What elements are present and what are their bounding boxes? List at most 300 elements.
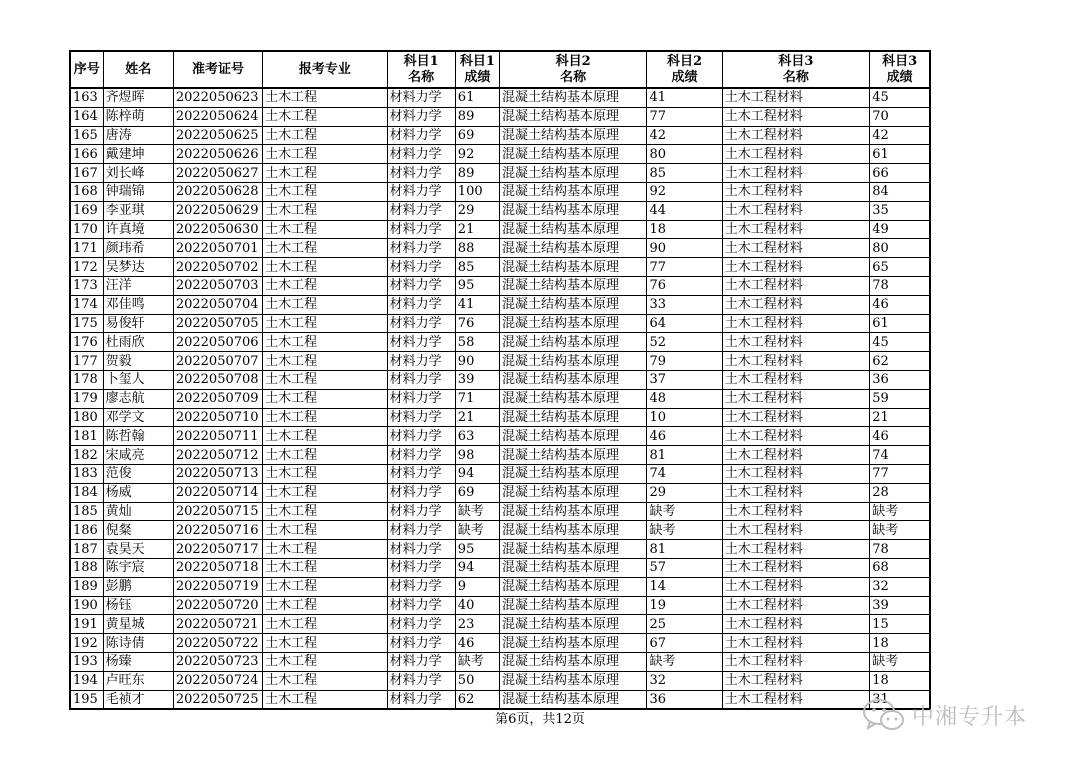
- cell-exam-id: 2022050709: [173, 389, 262, 408]
- cell-major: 土木工程: [263, 295, 387, 314]
- cell-subject2-name: 混凝土结构基本原理: [499, 615, 647, 634]
- cell-subject3-score: 62: [870, 352, 930, 371]
- cell-subject1-name: 材料力学: [387, 558, 455, 577]
- cell-subject2-score: 18: [647, 220, 722, 239]
- cell-major: 土木工程: [263, 671, 387, 690]
- cell-seq: 186: [70, 521, 103, 540]
- cell-subject1-score: 46: [455, 634, 499, 653]
- cell-name: 范俊: [103, 464, 173, 483]
- cell-subject1-score: 94: [455, 464, 499, 483]
- cell-subject3-name: 土木工程材料: [722, 577, 870, 596]
- cell-subject1-name: 材料力学: [387, 201, 455, 220]
- cell-subject2-name: 混凝土结构基本原理: [499, 596, 647, 615]
- cell-subject1-score: 缺考: [455, 502, 499, 521]
- cell-major: 土木工程: [263, 182, 387, 201]
- cell-subject3-name: 土木工程材料: [722, 483, 870, 502]
- cell-exam-id: 2022050723: [173, 652, 262, 671]
- cell-exam-id: 2022050717: [173, 540, 262, 559]
- cell-subject3-score: 45: [870, 333, 930, 352]
- cell-subject2-score: 缺考: [647, 521, 722, 540]
- cell-name: 李亚琪: [103, 201, 173, 220]
- cell-seq: 172: [70, 258, 103, 277]
- cell-exam-id: 2022050712: [173, 446, 262, 465]
- table-row: [70, 145, 930, 164]
- cell-subject3-name: 土木工程材料: [722, 427, 870, 446]
- cell-subject2-name: 混凝土结构基本原理: [499, 502, 647, 521]
- cell-subject1-score: 62: [455, 690, 499, 709]
- cell-exam-id: 2022050630: [173, 220, 262, 239]
- cell-subject3-score: 42: [870, 126, 930, 145]
- wechat-icon: [862, 698, 906, 732]
- cell-name: 许真境: [103, 220, 173, 239]
- cell-subject3-name: 土木工程材料: [722, 295, 870, 314]
- cell-exam-id: 2022050721: [173, 615, 262, 634]
- cell-seq: 170: [70, 220, 103, 239]
- col-header-subject2-name: 科目2 名称: [499, 51, 647, 88]
- cell-major: 土木工程: [263, 145, 387, 164]
- cell-subject2-score: 77: [647, 258, 722, 277]
- cell-subject1-name: 材料力学: [387, 427, 455, 446]
- cell-subject2-score: 81: [647, 540, 722, 559]
- cell-subject1-score: 94: [455, 558, 499, 577]
- cell-subject3-score: 45: [870, 88, 930, 107]
- cell-subject1-score: 90: [455, 352, 499, 371]
- cell-name: 唐涛: [103, 126, 173, 145]
- cell-subject2-name: 混凝土结构基本原理: [499, 558, 647, 577]
- table-row: [70, 652, 930, 671]
- cell-major: 土木工程: [263, 220, 387, 239]
- cell-subject2-name: 混凝土结构基本原理: [499, 276, 647, 295]
- cell-subject3-name: 土木工程材料: [722, 107, 870, 126]
- cell-subject1-score: 100: [455, 182, 499, 201]
- cell-name: 廖志航: [103, 389, 173, 408]
- cell-subject2-name: 混凝土结构基本原理: [499, 671, 647, 690]
- cell-major: 土木工程: [263, 107, 387, 126]
- col-header-name: 姓名: [103, 51, 173, 88]
- cell-subject2-score: 25: [647, 615, 722, 634]
- table-row: [70, 521, 930, 540]
- cell-subject1-name: 材料力学: [387, 352, 455, 371]
- cell-subject3-score: 61: [870, 145, 930, 164]
- cell-name: 陈宇宸: [103, 558, 173, 577]
- cell-subject3-score: 缺考: [870, 502, 930, 521]
- table-row: [70, 408, 930, 427]
- cell-subject1-score: 29: [455, 201, 499, 220]
- cell-subject2-name: 混凝土结构基本原理: [499, 258, 647, 277]
- cell-seq: 182: [70, 446, 103, 465]
- cell-major: 土木工程: [263, 201, 387, 220]
- cell-subject1-score: 88: [455, 239, 499, 258]
- table-row: [70, 333, 930, 352]
- cell-major: 土木工程: [263, 558, 387, 577]
- cell-name: 颜玮希: [103, 239, 173, 258]
- cell-subject1-name: 材料力学: [387, 521, 455, 540]
- cell-name: 陈哲翰: [103, 427, 173, 446]
- table-row: [70, 164, 930, 183]
- cell-subject3-name: 土木工程材料: [722, 596, 870, 615]
- cell-subject3-name: 土木工程材料: [722, 126, 870, 145]
- cell-major: 土木工程: [263, 258, 387, 277]
- cell-subject3-score: 18: [870, 634, 930, 653]
- cell-seq: 180: [70, 408, 103, 427]
- cell-exam-id: 2022050702: [173, 258, 262, 277]
- cell-subject2-score: 42: [647, 126, 722, 145]
- cell-major: 土木工程: [263, 652, 387, 671]
- cell-subject3-score: 70: [870, 107, 930, 126]
- cell-subject3-name: 土木工程材料: [722, 671, 870, 690]
- col-header-major: 报考专业: [263, 51, 387, 88]
- cell-exam-id: 2022050625: [173, 126, 262, 145]
- cell-seq: 191: [70, 615, 103, 634]
- cell-seq: 193: [70, 652, 103, 671]
- cell-subject1-score: 63: [455, 427, 499, 446]
- cell-name: 邓学文: [103, 408, 173, 427]
- cell-subject1-score: 39: [455, 370, 499, 389]
- cell-subject2-name: 混凝土结构基本原理: [499, 464, 647, 483]
- cell-name: 易俊轩: [103, 314, 173, 333]
- cell-subject1-score: 61: [455, 88, 499, 107]
- cell-exam-id: 2022050706: [173, 333, 262, 352]
- cell-seq: 165: [70, 126, 103, 145]
- cell-major: 土木工程: [263, 389, 387, 408]
- cell-major: 土木工程: [263, 408, 387, 427]
- cell-subject3-score: 31: [870, 690, 930, 709]
- cell-subject3-score: 46: [870, 295, 930, 314]
- cell-major: 土木工程: [263, 464, 387, 483]
- table-row: [70, 295, 930, 314]
- cell-name: 吴梦达: [103, 258, 173, 277]
- cell-subject1-name: 材料力学: [387, 540, 455, 559]
- table-row: [70, 220, 930, 239]
- table-row: [70, 370, 930, 389]
- cell-exam-id: 2022050716: [173, 521, 262, 540]
- cell-subject2-score: 79: [647, 352, 722, 371]
- cell-subject2-score: 缺考: [647, 502, 722, 521]
- cell-subject2-score: 33: [647, 295, 722, 314]
- page-footer: 第6页，共12页: [495, 712, 585, 727]
- cell-subject1-name: 材料力学: [387, 333, 455, 352]
- cell-subject3-score: 49: [870, 220, 930, 239]
- cell-subject1-name: 材料力学: [387, 408, 455, 427]
- cell-exam-id: 2022050703: [173, 276, 262, 295]
- cell-subject3-score: 32: [870, 577, 930, 596]
- cell-subject3-score: 28: [870, 483, 930, 502]
- cell-exam-id: 2022050624: [173, 107, 262, 126]
- cell-subject1-name: 材料力学: [387, 577, 455, 596]
- col-header-subject3-score: 科目3 成绩: [870, 51, 930, 88]
- cell-subject2-name: 混凝土结构基本原理: [499, 408, 647, 427]
- cell-subject2-name: 混凝土结构基本原理: [499, 446, 647, 465]
- cell-seq: 183: [70, 464, 103, 483]
- cell-subject3-score: 缺考: [870, 652, 930, 671]
- cell-subject3-score: 78: [870, 540, 930, 559]
- cell-subject1-score: 95: [455, 540, 499, 559]
- cell-subject1-name: 材料力学: [387, 164, 455, 183]
- cell-seq: 185: [70, 502, 103, 521]
- cell-exam-id: 2022050704: [173, 295, 262, 314]
- cell-name: 邓佳鸣: [103, 295, 173, 314]
- cell-seq: 187: [70, 540, 103, 559]
- cell-major: 土木工程: [263, 314, 387, 333]
- cell-exam-id: 2022050725: [173, 690, 262, 709]
- cell-subject2-name: 混凝土结构基本原理: [499, 333, 647, 352]
- cell-major: 土木工程: [263, 88, 387, 107]
- header-row: [70, 51, 930, 88]
- cell-subject1-name: 材料力学: [387, 295, 455, 314]
- cell-subject2-name: 混凝土结构基本原理: [499, 145, 647, 164]
- cell-name: 陈梓萌: [103, 107, 173, 126]
- cell-subject3-name: 土木工程材料: [722, 145, 870, 164]
- cell-subject2-score: 32: [647, 671, 722, 690]
- cell-subject3-name: 土木工程材料: [722, 408, 870, 427]
- cell-subject3-name: 土木工程材料: [722, 220, 870, 239]
- cell-subject1-score: 9: [455, 577, 499, 596]
- cell-subject3-name: 土木工程材料: [722, 370, 870, 389]
- cell-subject2-score: 37: [647, 370, 722, 389]
- cell-subject3-name: 土木工程材料: [722, 258, 870, 277]
- cell-subject3-score: 59: [870, 389, 930, 408]
- cell-exam-id: 2022050705: [173, 314, 262, 333]
- cell-subject3-name: 土木工程材料: [722, 88, 870, 107]
- table-row: [70, 258, 930, 277]
- cell-name: 卜玺人: [103, 370, 173, 389]
- cell-subject1-score: 95: [455, 276, 499, 295]
- cell-subject2-score: 76: [647, 276, 722, 295]
- cell-subject1-score: 41: [455, 295, 499, 314]
- table-row: [70, 389, 930, 408]
- table-row: [70, 239, 930, 258]
- cell-subject1-score: 23: [455, 615, 499, 634]
- cell-subject2-name: 混凝土结构基本原理: [499, 690, 647, 709]
- cell-exam-id: 2022050722: [173, 634, 262, 653]
- cell-name: 黄灿: [103, 502, 173, 521]
- cell-exam-id: 2022050701: [173, 239, 262, 258]
- cell-subject3-name: 土木工程材料: [722, 502, 870, 521]
- cell-major: 土木工程: [263, 126, 387, 145]
- cell-subject3-name: 土木工程材料: [722, 464, 870, 483]
- cell-subject2-score: 90: [647, 239, 722, 258]
- cell-exam-id: 2022050719: [173, 577, 262, 596]
- cell-subject1-name: 材料力学: [387, 652, 455, 671]
- cell-subject1-score: 71: [455, 389, 499, 408]
- cell-subject1-score: 76: [455, 314, 499, 333]
- cell-subject2-name: 混凝土结构基本原理: [499, 352, 647, 371]
- cell-subject3-score: 46: [870, 427, 930, 446]
- cell-subject1-name: 材料力学: [387, 502, 455, 521]
- cell-subject3-score: 78: [870, 276, 930, 295]
- cell-subject2-name: 混凝土结构基本原理: [499, 389, 647, 408]
- cell-subject1-score: 69: [455, 126, 499, 145]
- cell-subject2-name: 混凝土结构基本原理: [499, 370, 647, 389]
- cell-subject2-name: 混凝土结构基本原理: [499, 521, 647, 540]
- cell-subject1-score: 69: [455, 483, 499, 502]
- table-body: [70, 88, 930, 709]
- cell-seq: 171: [70, 239, 103, 258]
- cell-subject1-score: 89: [455, 164, 499, 183]
- cell-subject2-score: 14: [647, 577, 722, 596]
- cell-seq: 178: [70, 370, 103, 389]
- cell-name: 陈诗倩: [103, 634, 173, 653]
- cell-subject2-name: 混凝土结构基本原理: [499, 314, 647, 333]
- cell-major: 土木工程: [263, 276, 387, 295]
- cell-exam-id: 2022050629: [173, 201, 262, 220]
- cell-major: 土木工程: [263, 164, 387, 183]
- cell-subject2-name: 混凝土结构基本原理: [499, 201, 647, 220]
- cell-name: 钟瑞锦: [103, 182, 173, 201]
- cell-subject3-score: 15: [870, 615, 930, 634]
- cell-name: 彭鹏: [103, 577, 173, 596]
- cell-subject1-name: 材料力学: [387, 276, 455, 295]
- table-row: [70, 540, 930, 559]
- cell-subject3-score: 65: [870, 258, 930, 277]
- cell-subject2-score: 57: [647, 558, 722, 577]
- cell-seq: 181: [70, 427, 103, 446]
- cell-name: 倪粲: [103, 521, 173, 540]
- table-row: [70, 182, 930, 201]
- cell-subject3-name: 土木工程材料: [722, 201, 870, 220]
- cell-major: 土木工程: [263, 596, 387, 615]
- cell-subject2-name: 混凝土结构基本原理: [499, 540, 647, 559]
- table-row: [70, 201, 930, 220]
- cell-name: 黄星城: [103, 615, 173, 634]
- col-header-subject1-score: 科目1 成绩: [455, 51, 499, 88]
- table-row: [70, 126, 930, 145]
- cell-subject2-score: 19: [647, 596, 722, 615]
- table-row: [70, 502, 930, 521]
- cell-subject1-name: 材料力学: [387, 634, 455, 653]
- cell-subject3-score: 80: [870, 239, 930, 258]
- cell-name: 汪洋: [103, 276, 173, 295]
- cell-exam-id: 2022050713: [173, 464, 262, 483]
- cell-major: 土木工程: [263, 239, 387, 258]
- cell-name: 贺毅: [103, 352, 173, 371]
- cell-subject2-score: 缺考: [647, 652, 722, 671]
- cell-subject2-name: 混凝土结构基本原理: [499, 107, 647, 126]
- cell-seq: 177: [70, 352, 103, 371]
- cell-subject3-score: 68: [870, 558, 930, 577]
- cell-subject3-name: 土木工程材料: [722, 389, 870, 408]
- table-row: [70, 427, 930, 446]
- cell-subject3-score: 66: [870, 164, 930, 183]
- col-header-seq: 序号: [70, 51, 103, 88]
- cell-subject2-name: 混凝土结构基本原理: [499, 577, 647, 596]
- cell-subject2-score: 41: [647, 88, 722, 107]
- cell-seq: 169: [70, 201, 103, 220]
- cell-seq: 184: [70, 483, 103, 502]
- watermark: [862, 698, 1027, 732]
- cell-subject3-score: 21: [870, 408, 930, 427]
- cell-subject2-name: 混凝土结构基本原理: [499, 652, 647, 671]
- cell-subject2-score: 29: [647, 483, 722, 502]
- cell-subject2-name: 混凝土结构基本原理: [499, 634, 647, 653]
- cell-subject2-score: 48: [647, 389, 722, 408]
- cell-subject3-score: 35: [870, 201, 930, 220]
- table-row: [70, 483, 930, 502]
- cell-subject3-score: 77: [870, 464, 930, 483]
- cell-subject1-score: 40: [455, 596, 499, 615]
- cell-subject2-score: 10: [647, 408, 722, 427]
- cell-subject2-score: 44: [647, 201, 722, 220]
- cell-subject3-score: 74: [870, 446, 930, 465]
- cell-subject1-name: 材料力学: [387, 370, 455, 389]
- cell-subject3-name: 土木工程材料: [722, 446, 870, 465]
- cell-seq: 194: [70, 671, 103, 690]
- cell-major: 土木工程: [263, 521, 387, 540]
- cell-seq: 190: [70, 596, 103, 615]
- cell-name: 杨钰: [103, 596, 173, 615]
- cell-subject3-name: 土木工程材料: [722, 164, 870, 183]
- cell-major: 土木工程: [263, 370, 387, 389]
- cell-subject1-name: 材料力学: [387, 596, 455, 615]
- cell-subject3-name: 土木工程材料: [722, 558, 870, 577]
- table-row: [70, 558, 930, 577]
- cell-exam-id: 2022050718: [173, 558, 262, 577]
- cell-subject1-name: 材料力学: [387, 671, 455, 690]
- cell-name: 袁昊天: [103, 540, 173, 559]
- cell-subject2-name: 混凝土结构基本原理: [499, 220, 647, 239]
- cell-exam-id: 2022050623: [173, 88, 262, 107]
- cell-subject1-name: 材料力学: [387, 464, 455, 483]
- cell-name: 刘长峰: [103, 164, 173, 183]
- cell-subject1-name: 材料力学: [387, 107, 455, 126]
- cell-subject1-name: 材料力学: [387, 389, 455, 408]
- cell-subject3-name: 土木工程材料: [722, 333, 870, 352]
- cell-subject2-name: 混凝土结构基本原理: [499, 182, 647, 201]
- cell-name: 卢旺东: [103, 671, 173, 690]
- cell-subject2-name: 混凝土结构基本原理: [499, 239, 647, 258]
- table-row: [70, 352, 930, 371]
- cell-subject2-name: 混凝土结构基本原理: [499, 427, 647, 446]
- table-row: [70, 690, 930, 709]
- cell-subject3-name: 土木工程材料: [722, 276, 870, 295]
- col-header-subject3-name: 科目3 名称: [722, 51, 870, 88]
- cell-seq: 175: [70, 314, 103, 333]
- cell-subject1-name: 材料力学: [387, 615, 455, 634]
- cell-major: 土木工程: [263, 446, 387, 465]
- cell-subject1-name: 材料力学: [387, 220, 455, 239]
- cell-seq: 164: [70, 107, 103, 126]
- cell-name: 戴建坤: [103, 145, 173, 164]
- cell-exam-id: 2022050720: [173, 596, 262, 615]
- cell-subject3-score: 61: [870, 314, 930, 333]
- cell-exam-id: 2022050708: [173, 370, 262, 389]
- cell-name: 齐煜晖: [103, 88, 173, 107]
- cell-subject1-name: 材料力学: [387, 446, 455, 465]
- cell-subject2-score: 80: [647, 145, 722, 164]
- cell-seq: 179: [70, 389, 103, 408]
- cell-name: 宋咸亮: [103, 446, 173, 465]
- cell-seq: 195: [70, 690, 103, 709]
- cell-subject3-score: 36: [870, 370, 930, 389]
- cell-subject1-name: 材料力学: [387, 483, 455, 502]
- cell-exam-id: 2022050627: [173, 164, 262, 183]
- cell-subject3-name: 土木工程材料: [722, 615, 870, 634]
- col-header-exam-id: 准考证号: [173, 51, 262, 88]
- cell-subject1-score: 缺考: [455, 521, 499, 540]
- cell-seq: 174: [70, 295, 103, 314]
- cell-subject3-name: 土木工程材料: [722, 352, 870, 371]
- cell-subject2-score: 46: [647, 427, 722, 446]
- table-row: [70, 446, 930, 465]
- cell-name: 毛祯才: [103, 690, 173, 709]
- cell-major: 土木工程: [263, 540, 387, 559]
- col-header-subject1-name: 科目1 名称: [387, 51, 455, 88]
- cell-major: 土木工程: [263, 333, 387, 352]
- cell-subject1-score: 98: [455, 446, 499, 465]
- cell-subject2-score: 85: [647, 164, 722, 183]
- cell-subject2-score: 81: [647, 446, 722, 465]
- cell-subject3-name: 土木工程材料: [722, 239, 870, 258]
